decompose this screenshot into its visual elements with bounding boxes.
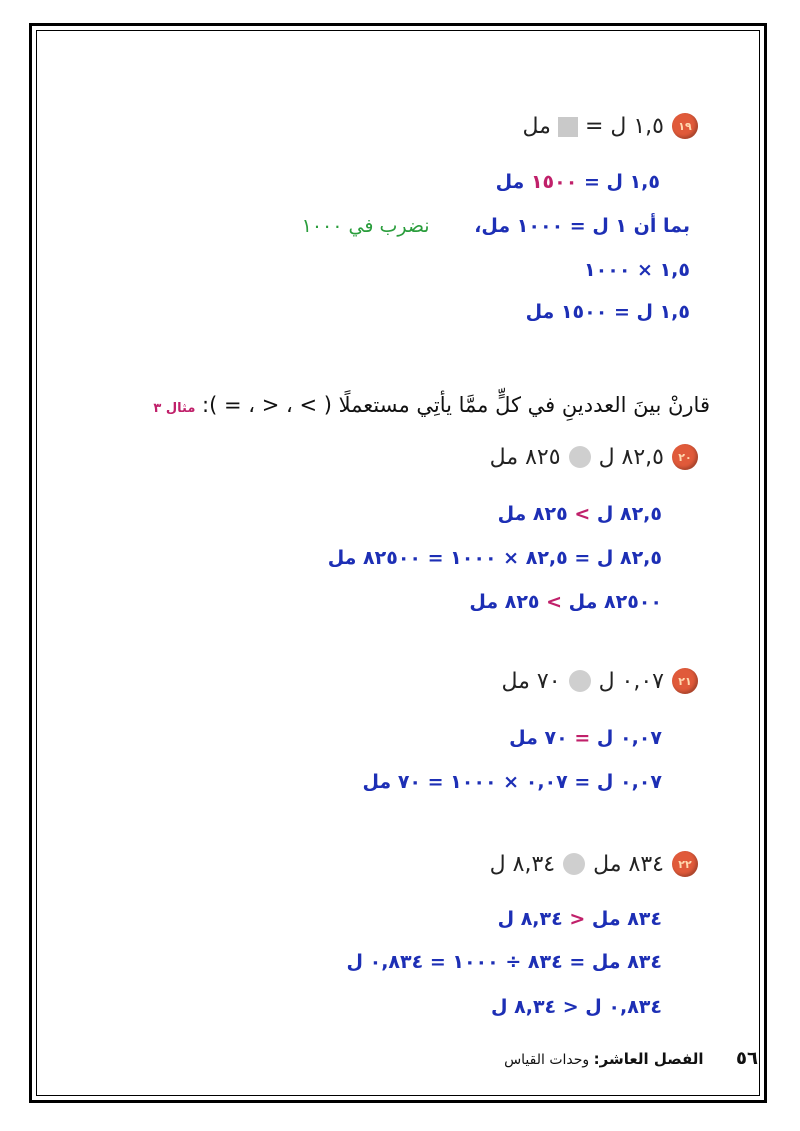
- section-heading: قارنْ بينَ العددينِ في كلٍّ ممَّا يأتِي مستعملًا ( > ، < ، = ): مثال ٣: [153, 393, 710, 417]
- q20-step-1: ٨٢,٥ ل > ٨٢٥ مل: [497, 503, 662, 525]
- q19-step-3: ١,٥ × ١٠٠٠: [584, 259, 690, 281]
- q19-step-4: ١,٥ ل = ١٥٠٠ مل: [525, 301, 690, 323]
- chapter-label: الفصل العاشر:: [593, 1050, 704, 1068]
- answer-value: ١٥٠٠: [530, 171, 578, 193]
- question-prompt: ١,٥ ل = مل: [522, 113, 664, 139]
- q19-step-2: بما أن ١ ل = ١٠٠٠ مل، نضرب في ١٠٠٠: [301, 215, 690, 237]
- blank-box: [558, 117, 578, 137]
- comparison-symbol: >: [574, 503, 591, 525]
- blank-circle: [569, 446, 591, 468]
- page-number: ٥٦: [736, 1048, 758, 1069]
- blank-circle: [563, 853, 585, 875]
- question-22: ٢٢ ٨٣٤ مل ٨,٣٤ ل: [490, 851, 698, 877]
- comparison-symbol: <: [569, 908, 586, 930]
- question-number-badge: ٢١: [672, 668, 698, 694]
- comparison-symbol: >: [546, 591, 563, 613]
- q22-step-2: ٨٣٤ مل = ٨٣٤ ÷ ١٠٠٠ = ٠,٨٣٤ ل: [346, 951, 662, 973]
- comparison-symbol: =: [574, 727, 591, 749]
- q21-step-2: ٠,٠٧ ل = ٠,٠٧ × ١٠٠٠ = ٧٠ مل: [362, 771, 662, 793]
- question-20: ٢٠ ٨٢,٥ ل ٨٢٥ مل: [490, 444, 698, 470]
- q21-step-1: ٠,٠٧ ل = ٧٠ مل: [509, 727, 662, 749]
- page-footer: [504, 1048, 758, 1069]
- question-number-badge: ٢٠: [672, 444, 698, 470]
- q22-step-3: ٠,٨٣٤ ل < ٨,٣٤ ل: [491, 996, 662, 1018]
- question-number-badge: ٢٢: [672, 851, 698, 877]
- blank-circle: [569, 670, 591, 692]
- q19-note: نضرب في ١٠٠٠: [301, 215, 430, 237]
- example-reference: مثال ٣: [153, 401, 196, 416]
- q22-step-1: ٨٣٤ مل < ٨,٣٤ ل: [497, 908, 662, 930]
- question-21: ٢١ ٠,٠٧ ل ٧٠ مل: [501, 668, 698, 694]
- q20-step-3: ٨٢٥٠٠ مل > ٨٢٥ مل: [469, 591, 662, 613]
- chapter-title: وحدات القياس: [504, 1052, 590, 1068]
- q20-step-2: ٨٢,٥ ل = ٨٢,٥ × ١٠٠٠ = ٨٢٥٠٠ مل: [327, 547, 662, 569]
- q19-step-1: ١,٥ ل = ١٥٠٠ مل: [495, 171, 660, 193]
- question-number-badge: ١٩: [672, 113, 698, 139]
- question-19: [523, 113, 699, 139]
